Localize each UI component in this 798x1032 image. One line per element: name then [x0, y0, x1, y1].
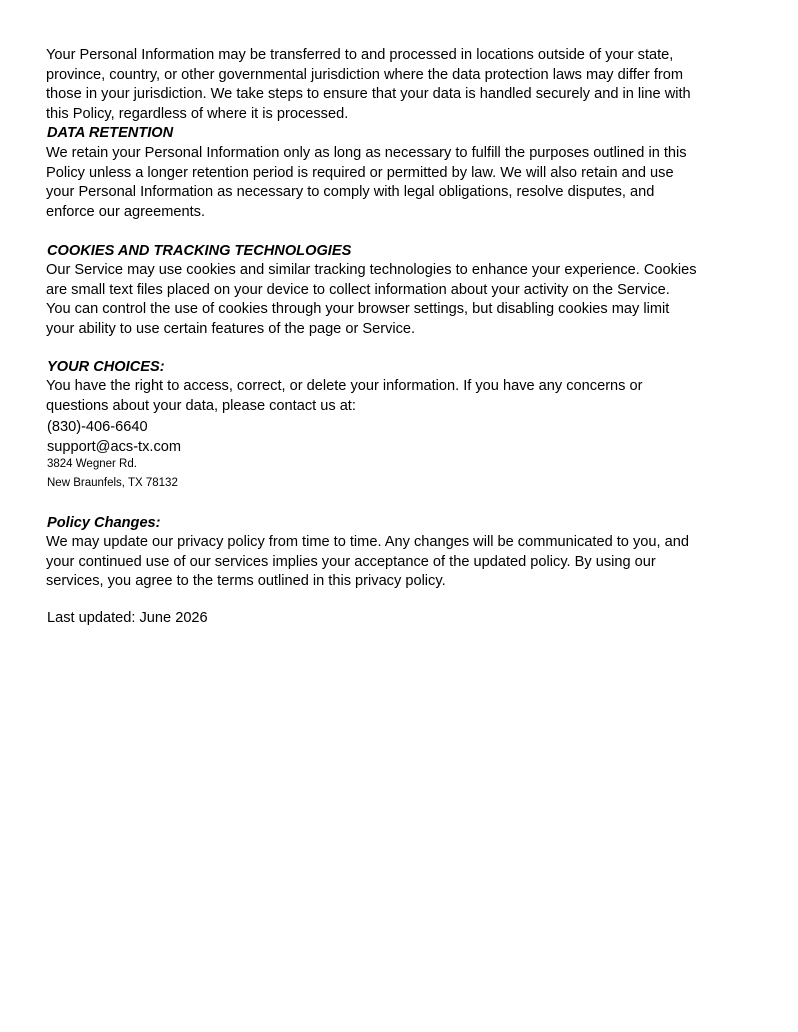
policy-changes-heading: Policy Changes:: [47, 515, 161, 531]
contact-email-link[interactable]: support@acs-tx.com: [47, 439, 182, 455]
your-choices-body: You have the right to access, correct, or delete your information. If you have any concerns or questions about your data, please contact us at:: [46, 378, 643, 414]
address-line-2: New Braunfels, TX 78132: [47, 477, 178, 489]
contact-phone: (830)-406-6640: [47, 419, 148, 435]
cookies-heading: COOKIES AND TRACKING TECHNOLOGIES: [47, 243, 352, 259]
data-retention-heading: DATA RETENTION: [47, 125, 174, 141]
your-choices-heading: YOUR CHOICES:: [47, 359, 165, 375]
address-line-1: 3824 Wegner Rd.: [47, 458, 137, 470]
cookies-body: Our Service may use cookies and similar tracking technologies to enhance your experience. Cookies are small text files placed on your device to collect information about your activity on the Service. You can control the use of cookies through your browser settings, but disabling cookies may limit your ability to use certain features of the page or Service.: [46, 262, 697, 337]
intro-paragraph: Your Personal Information may be transferred to and processed in locations outside of your state, province, country, or other governmental jurisdiction where the data protection laws may differ from those in your jurisdiction. We take steps to ensure that your data is handled securely and in line with this Policy, regardless of where it is processed.: [46, 47, 691, 122]
policy-changes-body: We may update our privacy policy from time to time. Any changes will be communicated to you, and your continued use of our services implies your acceptance of the updated policy. By using our services, you agree to the terms outlined in this privacy policy.: [46, 534, 689, 590]
last-updated: Last updated: June 2026: [47, 610, 208, 626]
data-retention-body: We retain your Personal Information only as long as necessary to fulfill the purposes outlined in this Policy unless a longer retention period is required or permitted by law. We will also retain and use your Personal Information as necessary to comply with legal obligations, resolve disputes, and enforce our agreements.: [46, 145, 687, 220]
